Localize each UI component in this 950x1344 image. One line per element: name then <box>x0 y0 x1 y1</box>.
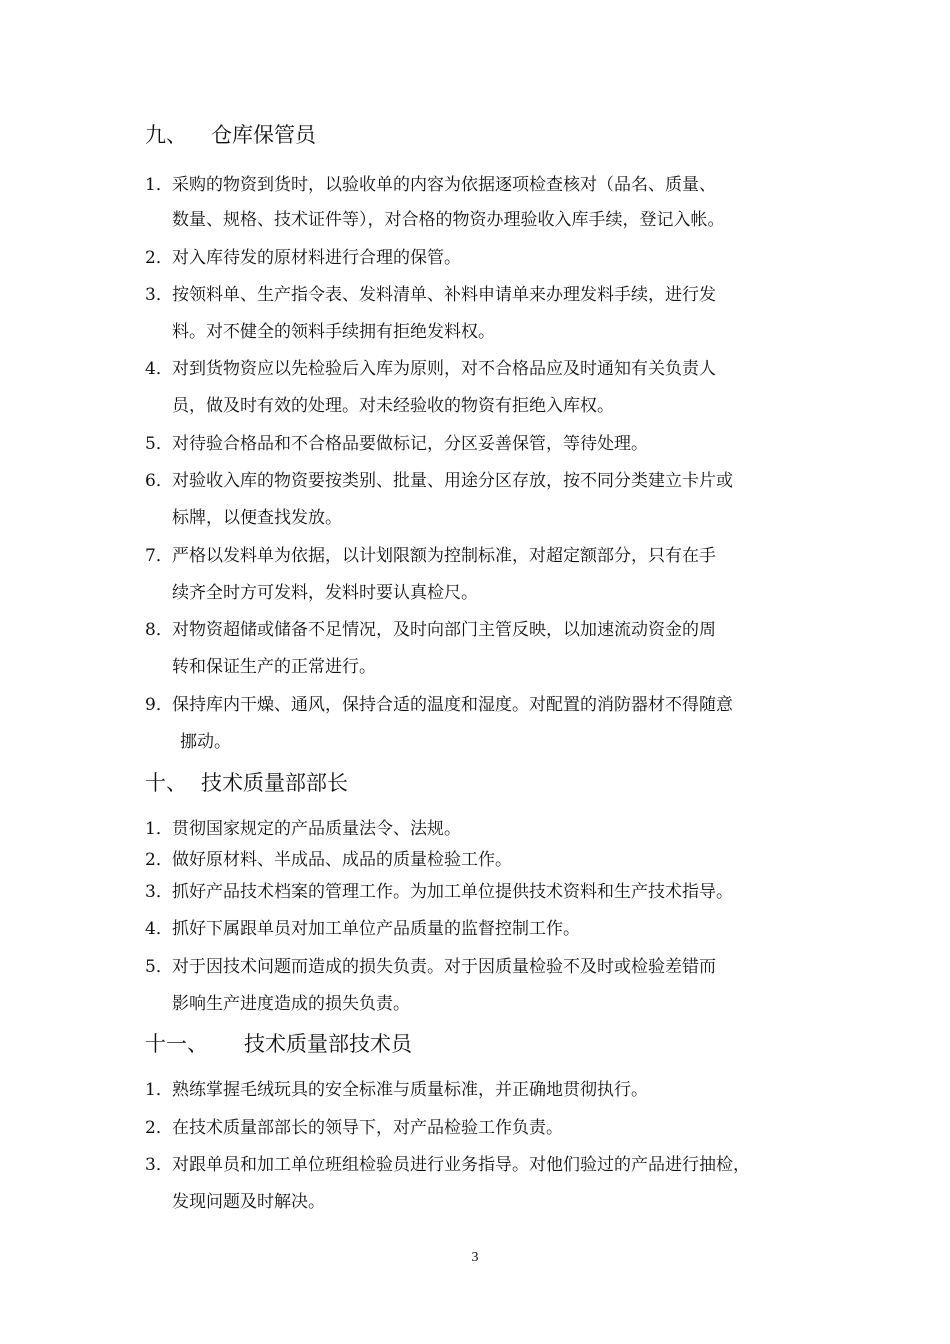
list-item-continuation: 发现问题及时解决。 <box>172 1192 325 1212</box>
list-item: 6．对验收入库的物资要按类别、批量、用途分区存放，按不同分类建立卡片或 <box>145 471 733 491</box>
list-item: 1．熟练掌握毛绒玩具的安全标准与质量标准，并正确地贯彻执行。 <box>145 1080 648 1100</box>
list-item-continuation: 挪动。 <box>180 732 231 752</box>
list-item: 9．保持库内干燥、通风，保持合适的温度和湿度。对配置的消防器材不得随意 <box>145 695 733 715</box>
list-item: 2．在技术质量部部长的领导下，对产品检验工作负责。 <box>145 1118 563 1138</box>
list-item: 7．严格以发料单为依据，以计划限额为控制标准，对超定额部分，只有在手 <box>145 546 716 566</box>
page-number: 3 <box>471 1250 479 1265</box>
list-item: 2．做好原材料、半成品、成品的质量检验工作。 <box>145 850 512 870</box>
list-item: 8．对物资超储或储备不足情况，及时向部门主管反映，以加速流动资金的周 <box>145 620 716 640</box>
section-heading <box>145 121 316 149</box>
section-title: 技术质量部技术员 <box>244 1032 412 1056</box>
list-item: 2．对入库待发的原材料进行合理的保管。 <box>145 248 461 268</box>
list-item: 5．对待验合格品和不合格品要做标记，分区妥善保管，等待处理。 <box>145 434 648 454</box>
list-item: 3．抓好产品技术档案的管理工作。为加工单位提供技术资料和生产技术指导。 <box>145 882 733 902</box>
section-number: 十一、 <box>145 1032 208 1056</box>
list-item: 1．采购的物资到货时，以验收单的内容为依据逐项检查核对（品名、质量、 <box>145 175 716 195</box>
list-item-continuation: 标牌，以便查找发放。 <box>172 508 342 528</box>
section-heading <box>145 1030 412 1058</box>
section-title: 仓库保管员 <box>211 123 316 147</box>
list-item-continuation: 料。对不健全的领料手续拥有拒绝发料权。 <box>172 322 495 342</box>
list-item: 3．按领料单、生产指令表、发料清单、补料申请单来办理发料手续，进行发 <box>145 285 716 305</box>
list-item-continuation: 数量、规格、技术证件等），对合格的物资办理验收入库手续，登记入帐。 <box>172 210 725 230</box>
list-item-continuation: 影响生产进度造成的损失负责。 <box>172 994 410 1014</box>
list-item: 3．对跟单员和加工单位班组检验员进行业务指导。对他们验过的产品进行抽检， <box>145 1155 750 1175</box>
section-number: 九、 <box>145 123 187 147</box>
list-item: 4．对到货物资应以先检验后入库为原则，对不合格品应及时通知有关负责人 <box>145 359 716 379</box>
list-item-continuation: 员，做及时有效的处理。对未经验收的物资有拒绝入库权。 <box>172 396 614 416</box>
section-number: 十、 <box>145 771 187 795</box>
section-heading <box>145 769 348 797</box>
list-item: 5．对于因技术问题而造成的损失负责。对于因质量检验不及时或检验差错而 <box>145 957 716 977</box>
list-item-continuation: 续齐全时方可发料，发料时要认真检尺。 <box>172 583 478 603</box>
section-title: 技术质量部部长 <box>201 771 348 795</box>
list-item: 1．贯彻国家规定的产品质量法令、法规。 <box>145 819 461 839</box>
list-item-continuation: 转和保证生产的正常进行。 <box>172 657 376 677</box>
list-item: 4．抓好下属跟单员对加工单位产品质量的监督控制工作。 <box>145 919 580 939</box>
